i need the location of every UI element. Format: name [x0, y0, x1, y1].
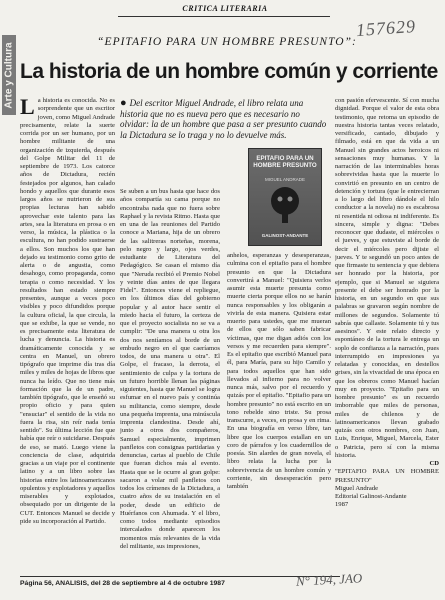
bullet-icon: ●: [120, 97, 127, 109]
credit-publisher: Editorial Galinost-Andante: [335, 493, 407, 500]
cover-illustration-icon: [267, 185, 303, 225]
cover-author: MIGUEL ANDRADE: [264, 177, 306, 182]
footer-handwritten-note: N° 194, JAO: [295, 570, 363, 589]
section-label: CRITICA LITERARIA: [182, 4, 268, 13]
cover-publisher: GALINOST-ANDANTE: [261, 233, 309, 238]
credit-author: Miguel Andrade: [335, 484, 379, 492]
footer-rule: [20, 576, 340, 577]
article-column-4: [335, 97, 439, 573]
column-4-text: con pasión efervescente. Sí con mucha dignidad. Porque el valor de esta obra testimonio, que retoma un episodio de nuestra historia tantas veces relatado, versificado, cantado, dibujado y filmado, está en que da vida a un Manuel sin grandes actos heroicos ni sensaciones muy humanas. Y la narración de las interminables horas sobrevividas hasta que la muerte lo convirtió en presunto en un centro de detención y tortura (que le entrecierran a lo largo del libro dándole el hilo conductor a la novela) no es escabrosa ni resentida ni odiosa ni indiferente. Es sincera, simple y digna: "Debes reconocer que dudaste, el miércoles o el jueves, y que estuviste al borde de decir el miércoles pero dijiste el jueves. Y te segundó un poco antes de que firmaste tu sentencia y que debiera ser honrado por la historia, por ejemplo, que si Manuel se siguiera presente el debe ser honrado por la historia, en un segundo en que sus palabras se gravaron según nombre de millones de segundos. Solamente tú sabrás que callaste. Solamente tú y tus asesinos". Y este relato directo y espontáneo de la tortura le entrega un soplo de confianza a la narración, pues interrumpido en impresiones ya relatadas y conocidas, en destellos grises, sin la vivacidad de una época en que los obreros como Manuel hacían muy en proyecto. "Epitafio para un hombre presunto" es un recuerdo imborrable que miles de personas, miles de chilenos y de latinoamericanos llevan grabado quizás con otros nombres, con Juan, Luis, Enrique, Miguel, Marcela, Ester o Patricia, pero sí con la misma historia.: [335, 97, 439, 459]
credit-year: 1987: [335, 501, 349, 509]
deck: [120, 98, 330, 140]
article-column-2: [120, 188, 220, 572]
column-2-text: Se suben a un bus hasta que hace dos años compartía su cama porque no encontraba nada que no fuera sobre Raphael y la revista Ritmo. Hasta que en una de las reuniones del Partido conoce a Mariana, hija de un obrero de las salitreras norteñas, morena, pelo negro y largo, ojos verdes, estudiante de Literatura del Pedagógico. Se casan el mismo día que "Neruda recibió el Premio Nobel y veinte días antes de que llegara Fidel". Entonces viene el repliegue, en los últimos días del gobierno popular y al autor hace sentir el miedo hacia el futuro, la certeza de que el proyecto socialista no se va a cumplir: "De una manera u otra los dos nos sentíamos al borde de un embudo negro en el que caeríamos todos, de una manera u otra". El Golpe, el fracaso, la derrota, el sentimiento de culpa y la tortura de un futuro horrible llenan las páginas siguientes, hasta que Manuel se logra esfumar en el nuevo país y continúa su militancia, como siempre, desde una pequeña imprenta, una minúscula imprenta clandestina. Desde ahí, junto a otros dos compañeros, Samuel especialmente, imprimen panfletos con consignas partidarias y denuncias, cartas al pueblo de Chile que fueran dichos más al evento. Hasta que se le ocurre al gran golpe: sacaron a volar mil panfletos con todos los crímenes de la Dictadura, a cuatro años de su instalación en el poder, desde un edificio de Huérfanos con Ahumada. Y el libro, como todos mediante episodios intercalados donde aparecen los momentos más relevantes de la vida del militante, sus impresiones,: [120, 188, 220, 550]
column-3-text: anhelos, esperanzas y desesperanzas, culmina con el epitafio para el hombre presunto en que la Dictadura convertirá a Manuel: "Quisiera verlos asumir esta muerte presunta como muerte cierta porque ellos no se harán nunca responsables y los obligarán a vivirla de esta manera. Quisiera estar muerto para ustedes, que me mueran de ellos que sólo saben fabricar víctimas, que me digan adiós con los versos y me recuerden para siempre". Es el epitafio que escribió Manuel para él, para María, para su hijo Camilo y para todos aquellos que han sido llevados al infierno para no volver nunca más, salvo por el recuerdo y quizás por el epitafio. "Epitafio para un hombre presunto" no está escrito en un tono rebelde sino triste. Su prosa transcurre, a veces, en prosa y en rima. En una biografía en verso libre, tan libre que los cuerpos estallan en un coro de párrafos y los cuadernillos de poesía. Sin alardes de gran novela, el libro relata la lucha por la sobrevivencia de un hombre común y corriente, sin desesperación pero también: [227, 252, 331, 490]
signoff: CD: [429, 460, 439, 467]
drop-cap: L: [20, 97, 35, 119]
side-band: [2, 35, 16, 115]
book-cover: [248, 148, 322, 246]
section-rule: [118, 16, 330, 17]
article-column-3: [227, 252, 331, 572]
side-band-label: Arte y Cultura: [3, 41, 15, 109]
article-column-1: [20, 97, 115, 575]
kicker: “EPITAFIO PARA UN HOMBRE PRESUNTO”:: [97, 36, 357, 48]
headline: La historia de un hombre común y corriente: [20, 60, 438, 83]
credit-title: "EPITAFIO PARA UN HOMBRE PRESUNTO": [335, 468, 439, 484]
handwritten-annotation: 157629: [355, 15, 417, 41]
column-1-text: a historia es conocida. No es sorprendente que un escritor joven, como Miguel Andrade precisamente, relate la suerte corrida por un ser humano, por un hombre militante de una organización de izquierda, después del Golpe Militar del 11 de septiembre de 1973. Los catorce años de Dictadura, recién festejados por algunos, han calado hondo y aquellos que durante esos largos años se nutrieron de sus propias lecturas han sabido aprovechar este talento para las artes, sea la literatura en prosa o en verso, la música, la plástica o la escultura, no han podido sustraerse a ellos. Son muchos los que han dejado su testimonio como grito de alerta o de angustia, como desahogo, como propaganda, como terapia o como necesidad. Y los resultados han estado siempre presentes, aunque a veces poco visibles y poco difundidos porque la cultura oficial, la que circula, la que se exhibe, la que se vende, no es precisamente esta literatura de lucha y denuncia. La historia es dramáticamente conocida y se centra en Manuel, un obrero tipógrafo que imprime día tras día miles y miles de hojas de libros que nunca ha leído. Que no tiene más formación que la de un padre, también tipógrafo, que le enseñó su propio oficio y para quien "ensuciar" el sentido de la vida no fuera la risa, sin reír nada tenía sentido". Su última lección fue que había que reír o suicidarse. Después de eso, se mató. Luego viene la conciencia de clase, adquirida gracias a un viaje por el continente latino y a un libro sobre las historias entre los latinoamericanos opulentos y explotadores y aquellos miserables y explotados, obsequiado por un dirigente de la CUT. Entonces Manuel se decide y pide su incorporación al Partido.: [20, 97, 115, 525]
cover-title: EPITAFIO PARA UN HOMBRE PRESUNTO: [253, 155, 317, 169]
deck-text: Del escritor Miguel Andrade, el libro relata una historia que no es nueva pero que es necesario no olvidar: la de un hombre que pasa a ser presunto cuando la Dictadura se lo traga y no lo devuelve más.: [120, 98, 327, 140]
page-footer: Página 56, ANALISIS, del 28 de septiembre al 4 de octubre 1987: [20, 580, 225, 587]
